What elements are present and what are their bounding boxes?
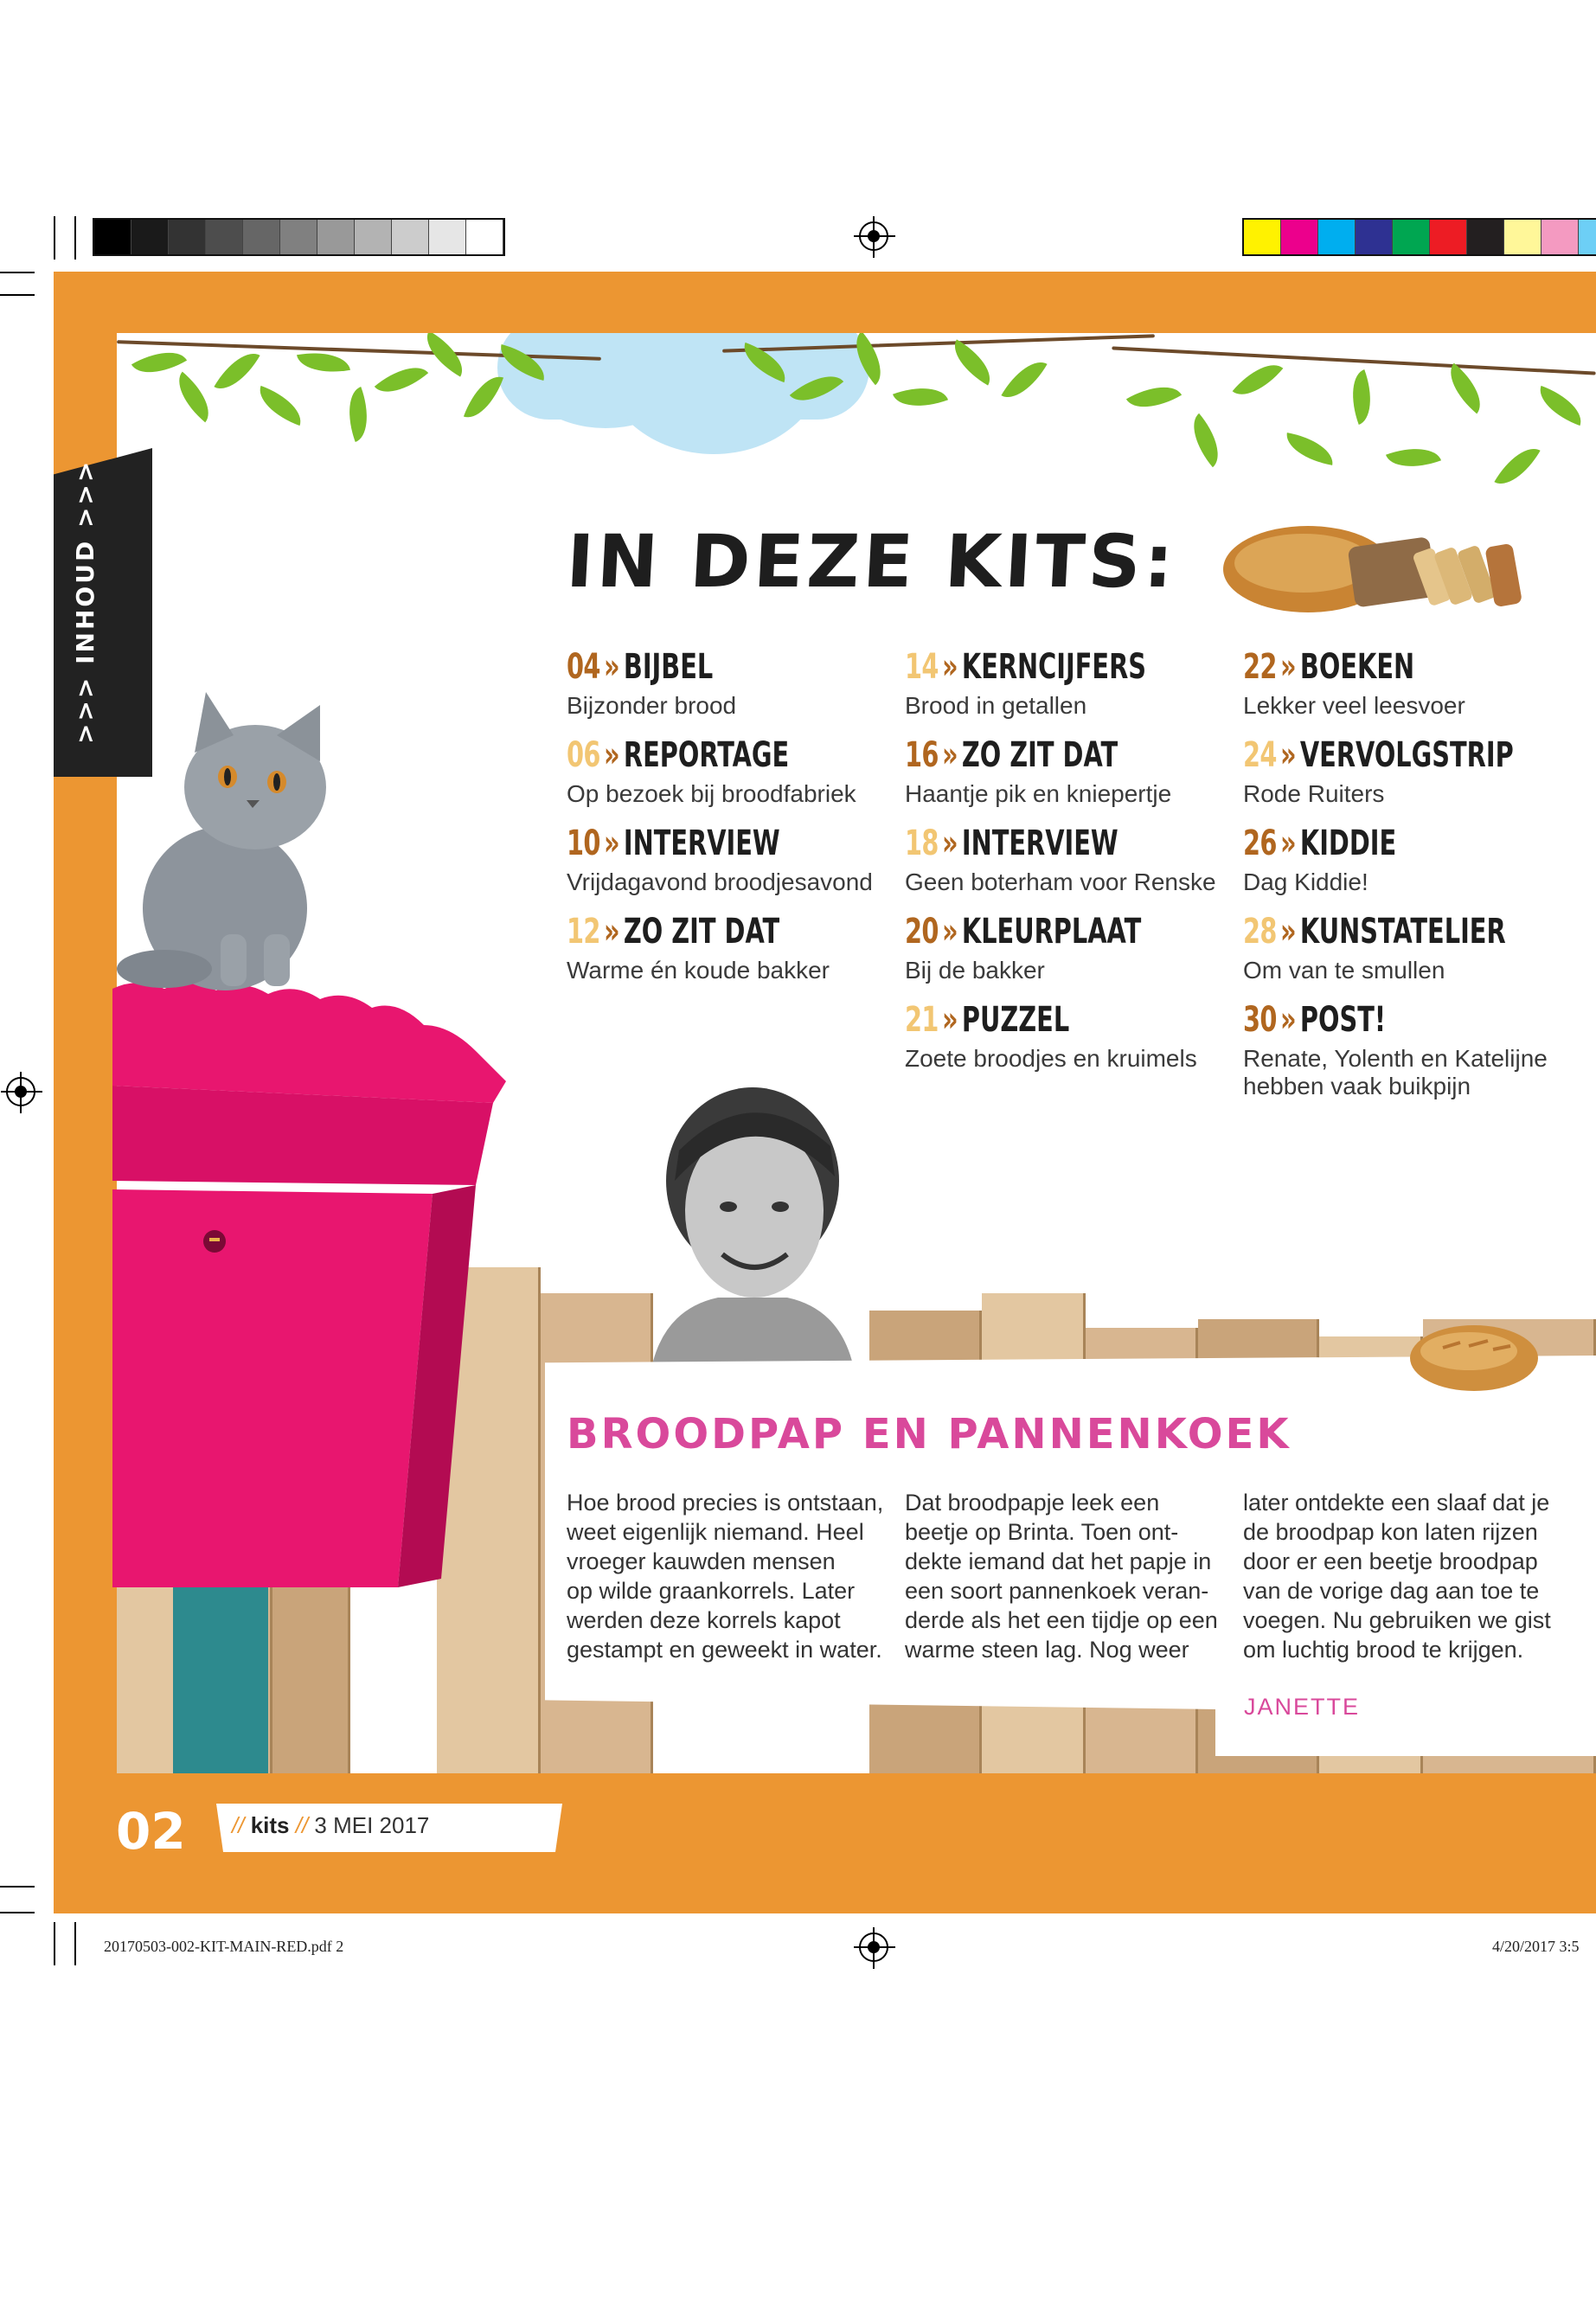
mailbox-illustration	[112, 982, 510, 1708]
toc-entry-heading	[567, 912, 804, 957]
registration-mark-icon	[859, 1932, 888, 1962]
article-line: van de vorige dag aan toe te	[1243, 1578, 1540, 1604]
toc-description: Op bezoek bij broodfabriek	[567, 780, 856, 807]
color-swatch	[243, 220, 280, 254]
toc-section-name: INTERVIEW	[961, 824, 1118, 863]
article-line: om luchtig brood te krijgen.	[1243, 1637, 1524, 1663]
leaf	[1283, 433, 1336, 465]
toc-page-number: 21	[905, 1000, 939, 1040]
toc-entry[interactable]	[905, 1000, 1234, 1088]
article-line: de broodpap kon laten rijzen	[1243, 1519, 1538, 1545]
toc-section-name: KIDDIE	[1299, 824, 1397, 863]
leaf	[253, 386, 308, 426]
toc-description: Bij de bakker	[905, 957, 1045, 984]
toc-entry-heading	[567, 647, 804, 692]
crop-mark	[0, 1912, 35, 1913]
article-line: later ontdekte een slaaf dat je	[1243, 1490, 1550, 1516]
toc-page-number: 18	[905, 824, 939, 863]
article-line: beetje op Brinta. Toen ont-	[905, 1519, 1179, 1545]
leaf	[1342, 369, 1381, 425]
issue-date: 3 MEI 2017	[314, 1812, 430, 1838]
color-swatch	[355, 220, 392, 254]
toc-description: Brood in getallen	[905, 692, 1087, 719]
article-line: door er een beetje broodpap	[1243, 1548, 1538, 1574]
color-swatch	[1393, 220, 1430, 254]
footer-separator: //	[232, 1812, 245, 1838]
toc-section-name: PUZZEL	[961, 1000, 1070, 1040]
toc-page-number: 24	[1243, 735, 1277, 775]
color-swatch	[1504, 220, 1542, 254]
toc-arrow: »	[603, 735, 620, 775]
leaf	[893, 377, 948, 417]
toc-page-number: 26	[1243, 824, 1277, 863]
leaf	[1386, 438, 1441, 478]
toc-description: Geen boterham voor Renske	[905, 868, 1216, 895]
toc-entry[interactable]	[1243, 1000, 1572, 1099]
toc-section-name: KERNCIJFERS	[961, 647, 1146, 687]
crop-mark	[0, 294, 35, 296]
leaf	[1439, 363, 1492, 414]
toc-entry[interactable]	[1243, 824, 1572, 912]
toc-arrow: »	[941, 912, 958, 952]
color-swatch	[317, 220, 355, 254]
article-line: op wilde graankorrels. Later	[567, 1578, 856, 1604]
toc-page-number: 04	[567, 647, 600, 687]
toc-arrow: »	[603, 647, 620, 687]
footer-issue-line	[232, 1812, 429, 1839]
color-swatch	[1318, 220, 1356, 254]
color-swatch	[169, 220, 206, 254]
color-swatch	[1244, 220, 1281, 254]
article-line: gestampt en geweekt in water.	[567, 1637, 882, 1663]
article-line: werden deze korrels kapot	[567, 1607, 841, 1633]
crop-mark	[0, 272, 35, 273]
toc-description: Om van te smullen	[1243, 957, 1445, 984]
toc-section-name: BOEKEN	[1299, 647, 1415, 687]
author-portrait	[631, 1077, 872, 1384]
leaf	[1533, 386, 1588, 426]
leaf	[1181, 413, 1232, 467]
toc-arrow: »	[1279, 824, 1297, 863]
toc-arrow: »	[941, 735, 958, 775]
toc-entry-heading	[905, 735, 1142, 780]
article-line: dekte iemand dat het papje in	[905, 1548, 1212, 1574]
color-swatch	[392, 220, 429, 254]
crop-mark	[54, 1922, 55, 1965]
leaf	[167, 372, 221, 423]
toc-entry[interactable]	[567, 824, 895, 912]
toc-page-number: 06	[567, 735, 600, 775]
toc-description: Warme én koude bakker	[567, 957, 830, 984]
leaf	[1494, 439, 1540, 494]
color-swatch	[1542, 220, 1579, 254]
toc-entry-heading	[905, 1000, 1142, 1045]
toc-entry-heading	[1243, 647, 1480, 692]
toc-page-number: 28	[1243, 912, 1277, 952]
article-column	[1243, 1488, 1563, 1664]
page-number: 02	[116, 1802, 186, 1861]
toc-page-number: 22	[1243, 647, 1277, 687]
leaf	[1126, 374, 1182, 420]
section-tab-label: >>> INHOUD >>>	[71, 458, 99, 744]
toc-description: Rode Ruiters	[1243, 780, 1385, 807]
toc-arrow: »	[1279, 735, 1297, 775]
crop-mark	[0, 1886, 35, 1888]
color-swatch	[94, 220, 131, 254]
bread-illustration	[1221, 516, 1529, 615]
toc-section-name: KUNSTATELIER	[1299, 912, 1506, 952]
toc-entry[interactable]	[1243, 647, 1572, 735]
leaf	[338, 387, 378, 442]
color-swatch	[1579, 220, 1596, 254]
toc-arrow: »	[1279, 912, 1297, 952]
color-swatch	[466, 220, 503, 254]
toc-entry[interactable]	[905, 912, 1234, 1000]
article-author: JANETTE	[1244, 1694, 1361, 1720]
toc-page-number: 10	[567, 824, 600, 863]
article-column	[567, 1488, 887, 1664]
toc-description-continued: hebben vaak buikpijn	[1243, 1073, 1471, 1099]
registration-mark-icon	[6, 1077, 35, 1106]
toc-description: Haantje pik en kniepertje	[905, 780, 1172, 807]
color-swatch	[1430, 220, 1467, 254]
toc-entry-heading	[1243, 735, 1514, 780]
toc-section-name: BIJBEL	[623, 647, 714, 687]
article-line: voegen. Nu gebruiken we gist	[1243, 1607, 1551, 1633]
leaf	[464, 369, 503, 425]
toc-entry-heading	[905, 647, 1146, 692]
toc-arrow: »	[941, 647, 958, 687]
toc-section-name: REPORTAGE	[623, 735, 790, 775]
toc-description: Renate, Yolenth en Katelijne	[1243, 1045, 1548, 1072]
leaf	[945, 339, 1000, 385]
article-line: Hoe brood precies is ontstaan,	[567, 1490, 884, 1516]
toc-section-name: ZO ZIT DAT	[961, 735, 1118, 775]
toc-arrow: »	[941, 824, 958, 863]
toc-section-name: VERVOLGSTRIP	[1299, 735, 1514, 775]
toc-section-name: POST!	[1299, 1000, 1387, 1040]
toc-column	[567, 647, 895, 1000]
footer-separator: //	[295, 1812, 309, 1838]
leaf	[1233, 353, 1284, 407]
toc-section-name: INTERVIEW	[623, 824, 780, 863]
toc-entry[interactable]	[905, 647, 1234, 735]
toc-page-number: 14	[905, 647, 939, 687]
toc-description: Vrijdagavond broodjesavond	[567, 868, 873, 895]
toc-description: Lekker veel leesvoer	[1243, 692, 1465, 719]
toc-entry-heading	[905, 824, 1142, 868]
toc-arrow: »	[603, 824, 620, 863]
toc-arrow: »	[603, 912, 620, 952]
article-line: vroeger kauwden mensen	[567, 1548, 836, 1574]
toc-arrow: »	[1279, 647, 1297, 687]
article-column	[905, 1488, 1225, 1664]
crop-mark	[74, 216, 76, 260]
process-color-bar	[1242, 218, 1596, 256]
leaf	[1001, 352, 1047, 407]
article-line: een soort pannenkoek veran-	[905, 1578, 1209, 1604]
color-swatch	[280, 220, 317, 254]
page-title: IN DEZE KITS:	[564, 519, 1179, 604]
toc-description: Bijzonder brood	[567, 692, 737, 719]
print-slug-file: 20170503-002-KIT-MAIN-RED.pdf 2	[104, 1938, 344, 1955]
grayscale-color-bar	[93, 218, 505, 256]
article-line: derde als het een tijdje op een	[905, 1607, 1218, 1633]
toc-page-number: 20	[905, 912, 939, 952]
leaf	[214, 343, 260, 399]
article-line: weet eigenlijk niemand. Heel	[567, 1519, 864, 1545]
toc-page-number: 16	[905, 735, 939, 775]
toc-section-name: ZO ZIT DAT	[623, 912, 780, 952]
section-tab	[54, 448, 152, 777]
toc-entry-heading	[1243, 912, 1506, 957]
color-swatch	[429, 220, 466, 254]
article-line: Dat broodpapje leek een	[905, 1490, 1160, 1516]
article-line: warme steen lag. Nog weer	[905, 1637, 1189, 1663]
toc-entry-heading	[1243, 1000, 1480, 1045]
toc-entry-heading	[567, 735, 804, 780]
toc-entry[interactable]	[1243, 912, 1572, 1000]
toc-page-number: 30	[1243, 1000, 1277, 1040]
toc-entry[interactable]	[567, 912, 895, 1000]
toc-description: Zoete broodjes en kruimels	[905, 1045, 1197, 1072]
magazine-name: kits	[250, 1812, 290, 1838]
registration-mark-icon	[859, 221, 888, 251]
toc-entry[interactable]	[567, 735, 895, 824]
leaf	[375, 355, 428, 406]
toc-page-number: 12	[567, 912, 600, 952]
article-title: BROODPAP EN PANNENKOEK	[567, 1410, 1292, 1458]
toc-column	[905, 647, 1234, 1088]
branch	[1112, 346, 1595, 375]
color-swatch	[206, 220, 243, 254]
toc-entry[interactable]	[905, 824, 1234, 912]
toc-arrow: »	[941, 1000, 958, 1040]
toc-entry[interactable]	[567, 647, 895, 735]
crop-mark	[74, 1922, 76, 1965]
toc-section-name: KLEURPLAAT	[961, 912, 1142, 952]
print-slug-timestamp: 4/20/2017 3:5	[1492, 1938, 1580, 1955]
toc-arrow: »	[1279, 1000, 1297, 1040]
color-swatch	[1356, 220, 1393, 254]
toc-column	[1243, 647, 1572, 1099]
toc-entry-heading	[567, 824, 804, 868]
color-swatch	[1281, 220, 1318, 254]
toc-description: Dag Kiddie!	[1243, 868, 1368, 895]
bread-roll-illustration	[1408, 1322, 1540, 1394]
toc-entry-heading	[905, 912, 1142, 957]
crop-mark	[54, 216, 55, 260]
toc-entry[interactable]	[905, 735, 1234, 824]
color-swatch	[1467, 220, 1504, 254]
toc-entry[interactable]	[1243, 735, 1572, 824]
toc-entry-heading	[1243, 824, 1480, 868]
color-swatch	[131, 220, 169, 254]
